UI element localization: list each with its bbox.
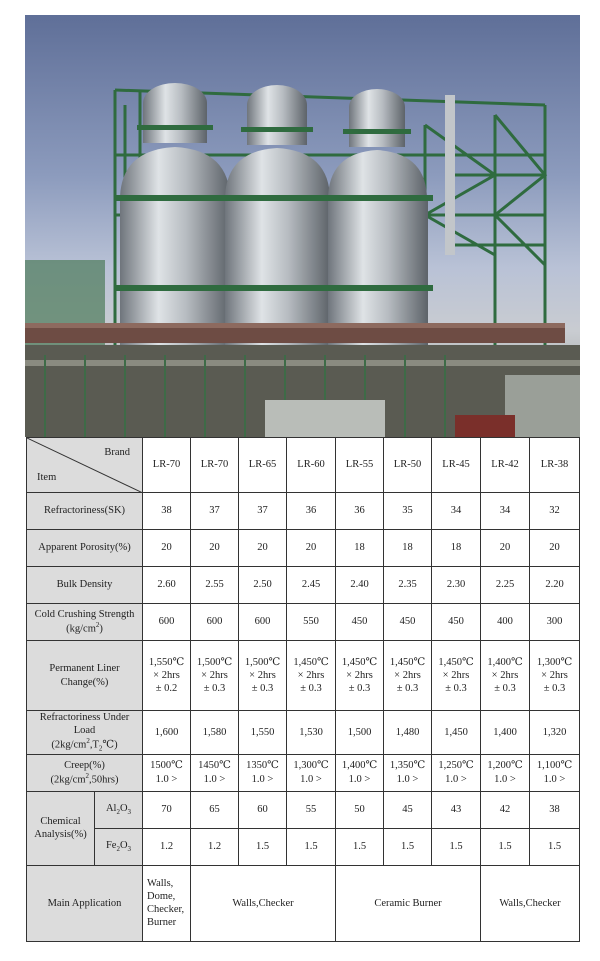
value-cell: 2.60	[143, 567, 191, 604]
value-cell: 1,400℃ × 2hrs ± 0.3	[481, 641, 530, 711]
crushing-strength-row	[27, 604, 580, 641]
value-cell: 400	[481, 604, 530, 641]
brand-cell: LR-70	[191, 438, 239, 493]
brand-item-header	[27, 438, 143, 493]
value-cell: 1,500℃ × 2hrs ± 0.3	[239, 641, 287, 711]
value-cell: 42	[481, 791, 530, 828]
value-cell: 1,300℃ × 2hrs ± 0.3	[530, 641, 580, 711]
stove-middle	[220, 85, 335, 350]
value-cell: 38	[143, 493, 191, 530]
value-cell: 1,450	[432, 711, 481, 755]
value-cell: 1,100℃ 1.0 >	[530, 754, 580, 791]
value-cell: 20	[530, 530, 580, 567]
value-cell: 55	[287, 791, 336, 828]
value-cell: 36	[287, 493, 336, 530]
value-cell: 1,580	[191, 711, 239, 755]
value-cell: 18	[384, 530, 432, 567]
value-cell: 37	[239, 493, 287, 530]
value-cell: 1,400	[481, 711, 530, 755]
brand-cell: LR-38	[530, 438, 580, 493]
brand-cell: LR-70	[143, 438, 191, 493]
brand-cell: LR-42	[481, 438, 530, 493]
value-cell: 1.2	[143, 828, 191, 865]
row-label: Cold Crushing Strength $(kg/cm^2)$	[27, 604, 143, 641]
value-cell: 1,200℃ 1.0 >	[481, 754, 530, 791]
row-label: Apparent Porosity(%)	[27, 530, 143, 567]
value-cell: 1,450℃ × 2hrs ± 0.3	[384, 641, 432, 711]
application-cell: Walls,Checker	[481, 865, 580, 941]
stove-left	[115, 83, 235, 350]
value-cell: 1.5	[481, 828, 530, 865]
row-label: Refractoriness(SK)	[27, 493, 143, 530]
value-cell: 2.35	[384, 567, 432, 604]
application-cell: Walls,Checker	[191, 865, 336, 941]
refractoriness-under-load-row	[27, 711, 580, 755]
value-cell: 1,450℃ × 2hrs ± 0.3	[336, 641, 384, 711]
value-cell: 1,300℃ 1.0 >	[287, 754, 336, 791]
value-cell: 38	[530, 791, 580, 828]
value-cell: 1350℃ 1.0 >	[239, 754, 287, 791]
value-cell: 2.30	[432, 567, 481, 604]
value-cell: 20	[481, 530, 530, 567]
value-cell: 34	[481, 493, 530, 530]
application-cell: Walls, Dome, Checker, Burner	[143, 865, 191, 941]
value-cell: 1.5	[336, 828, 384, 865]
value-cell: 450	[384, 604, 432, 641]
value-cell: 2.25	[481, 567, 530, 604]
brand-cell: LR-55	[336, 438, 384, 493]
row-label: Permanent Liner Change(%)	[27, 641, 143, 711]
fe2o3-row	[27, 828, 580, 865]
value-cell: 18	[336, 530, 384, 567]
al2o3-row	[27, 791, 580, 828]
brand-cell: LR-50	[384, 438, 432, 493]
brand-cell: LR-45	[432, 438, 481, 493]
value-cell: 1,450℃ × 2hrs ± 0.3	[432, 641, 481, 711]
value-cell: 300	[530, 604, 580, 641]
row-label: Main Application	[27, 865, 143, 941]
bulk-density-row	[27, 567, 580, 604]
value-cell: 1.5	[530, 828, 580, 865]
value-cell: 20	[239, 530, 287, 567]
value-cell: 600	[239, 604, 287, 641]
value-cell: 600	[191, 604, 239, 641]
value-cell: 34	[432, 493, 481, 530]
value-cell: 36	[336, 493, 384, 530]
value-cell: 2.50	[239, 567, 287, 604]
value-cell: 2.45	[287, 567, 336, 604]
value-cell: 20	[143, 530, 191, 567]
value-cell: 1,480	[384, 711, 432, 755]
value-cell: 50	[336, 791, 384, 828]
value-cell: 450	[336, 604, 384, 641]
value-cell: 2.20	[530, 567, 580, 604]
value-cell: 2.40	[336, 567, 384, 604]
value-cell: 18	[432, 530, 481, 567]
value-cell: 1,500	[336, 711, 384, 755]
brand-cell: LR-65	[239, 438, 287, 493]
value-cell: 65	[191, 791, 239, 828]
value-cell: 60	[239, 791, 287, 828]
value-cell: 1,320	[530, 711, 580, 755]
value-cell: 1,450℃ × 2hrs ± 0.3	[287, 641, 336, 711]
application-row	[27, 865, 580, 941]
value-cell: 2.55	[191, 567, 239, 604]
value-cell: 550	[287, 604, 336, 641]
header-row	[27, 438, 580, 493]
value-cell: 1,530	[287, 711, 336, 755]
al2o3-label: $Al_2O_3$	[95, 791, 143, 828]
value-cell: 450	[432, 604, 481, 641]
brand-cell: LR-60	[287, 438, 336, 493]
value-cell: 43	[432, 791, 481, 828]
row-label: Bulk Density	[27, 567, 143, 604]
value-cell: 32	[530, 493, 580, 530]
value-cell: 1,550	[239, 711, 287, 755]
brand-header-label: Brand	[104, 447, 130, 458]
value-cell: 1,350℃ 1.0 >	[384, 754, 432, 791]
creep-row	[27, 754, 580, 791]
value-cell: 37	[191, 493, 239, 530]
value-cell: 1.5	[384, 828, 432, 865]
value-cell: 1450℃ 1.0 >	[191, 754, 239, 791]
value-cell: 20	[287, 530, 336, 567]
row-label: Creep(%) $(2kg/cm^2,50hrs)$	[27, 754, 143, 791]
value-cell: 1500℃ 1.0 >	[143, 754, 191, 791]
application-cell: Ceramic Burner	[336, 865, 481, 941]
value-cell: 1,600	[143, 711, 191, 755]
porosity-row	[27, 530, 580, 567]
hot-blast-stove-photo	[25, 15, 580, 437]
liner-change-row	[27, 641, 580, 711]
value-cell: 45	[384, 791, 432, 828]
fe2o3-label: $Fe_2O_3$	[95, 828, 143, 865]
row-label: Refractoriness Under Load $(2kg/cm^2,T_2℃)$	[27, 711, 143, 755]
value-cell: 1.5	[287, 828, 336, 865]
chemical-analysis-label: Chemical Analysis(%)	[27, 791, 95, 865]
item-header-label: Item	[37, 471, 57, 483]
value-cell: 1,250℃ 1.0 >	[432, 754, 481, 791]
value-cell: 1,400℃ 1.0 >	[336, 754, 384, 791]
value-cell: 20	[191, 530, 239, 567]
value-cell: 35	[384, 493, 432, 530]
value-cell: 600	[143, 604, 191, 641]
value-cell: 1.2	[191, 828, 239, 865]
value-cell: 70	[143, 791, 191, 828]
value-cell: 1,550℃ × 2hrs ± 0.2	[143, 641, 191, 711]
value-cell: 1.5	[432, 828, 481, 865]
value-cell: 1.5	[239, 828, 287, 865]
refractoriness-row	[27, 493, 580, 530]
value-cell: 1,500℃ × 2hrs ± 0.3	[191, 641, 239, 711]
refractory-spec-table	[26, 437, 580, 942]
stove-right	[323, 89, 433, 350]
